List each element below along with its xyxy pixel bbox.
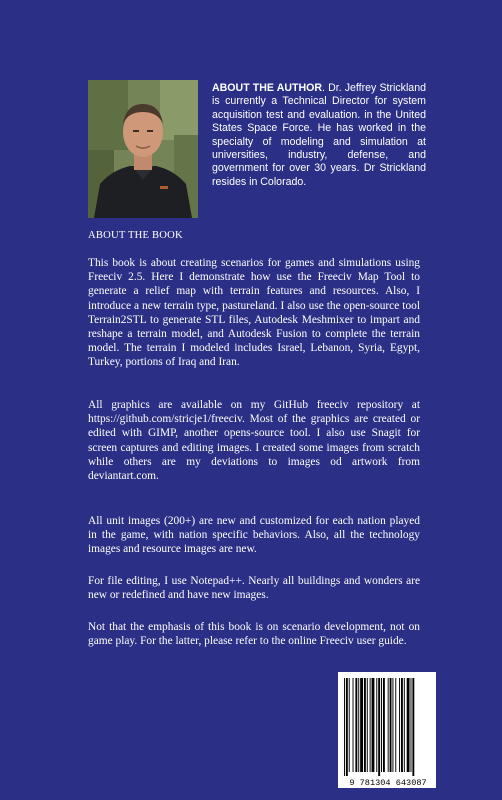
barcode-bar [407, 678, 410, 772]
barcode-number: 9 781304 643087 [349, 778, 427, 788]
barcode-bar [367, 678, 368, 772]
barcode-bar [401, 678, 403, 772]
barcode-bar [344, 678, 345, 776]
barcode-bar [376, 678, 377, 772]
book-paragraph-3: All unit images (200+) are new and customized for each nation played in the game, with nation specific behaviors. Also, all the technology images and resource images are new. [88, 515, 420, 555]
about-book-heading: ABOUT THE BOOK [88, 230, 183, 241]
isbn-barcode [338, 672, 436, 788]
barcode-bar [411, 678, 412, 772]
barcode-bar [364, 678, 366, 772]
barcode-bar [390, 678, 392, 772]
barcode-bar [370, 678, 371, 772]
barcode-bar [392, 678, 393, 772]
book-paragraph-2: All graphics are available on my GitHub freeciv repository at https://github.com/stricje1/freeciv. Most of the graphics are created or edited with GIMP, another opens-source tool. I also use Snagit for screen captures and editing images. I created some images from scratch while others are my deviations to images od artwork from deviantart.com. [88, 399, 420, 483]
about-author-heading: ABOUT THE AUTHOR [212, 82, 323, 94]
book-paragraph-4: For file editing, I use Notepad++. Nearly all buildings and wonders are new or redefined and have new images. [88, 575, 420, 601]
barcode-bar [353, 678, 354, 772]
book-paragraph-1: This book is about creating scenarios for games and simulations using Freeciv 2.5. Here I demonstrate how use the Freeciv Map Tool to generate a relief map with terrain features and resources. Also, I introduce a new terrain type, pastureland. I also use the open-source tool Terrain2STL to generate STL files, Autodesk Meshmixer to impart and reshape a terrain model, and Autodesk Fusion to complete the terrain model. The terrain I modeled includes Israel, Lebanon, Syria, Egypt, Turkey, portions of Iraq and Iran. [88, 257, 420, 369]
barcode-bar [395, 678, 396, 772]
barcode-bar [388, 678, 389, 772]
author-bio [212, 82, 426, 189]
barcode-bar [378, 678, 380, 776]
barcode-bar [412, 678, 414, 776]
barcode-bar [372, 678, 375, 772]
barcode-bar [399, 678, 400, 772]
barcode-bar [404, 678, 405, 772]
barcode-bar [355, 678, 357, 772]
barcode-bar [346, 678, 348, 776]
barcode-bar [383, 678, 385, 772]
barcode-bar [358, 678, 359, 772]
barcode-bar [360, 678, 363, 772]
author-photo [88, 80, 198, 218]
barcode-bar [349, 678, 350, 772]
author-bio-text: . Dr. Jeffrey Strickland is currently a Technical Director for system acquisition test and evaluation. in the United States Space Force. He has worked in the specialty of modeling and simulation at universities, industry, defense, and government for over 30 years. Dr Strickland resides in Colorado. [212, 82, 426, 188]
author-portrait-image [88, 80, 198, 218]
barcode-bar [381, 678, 382, 772]
book-paragraph-5: Not that the emphasis of this book is on scenario development, not on game play. For the latter, please refer to the online Freeciv user guide. [88, 621, 420, 647]
